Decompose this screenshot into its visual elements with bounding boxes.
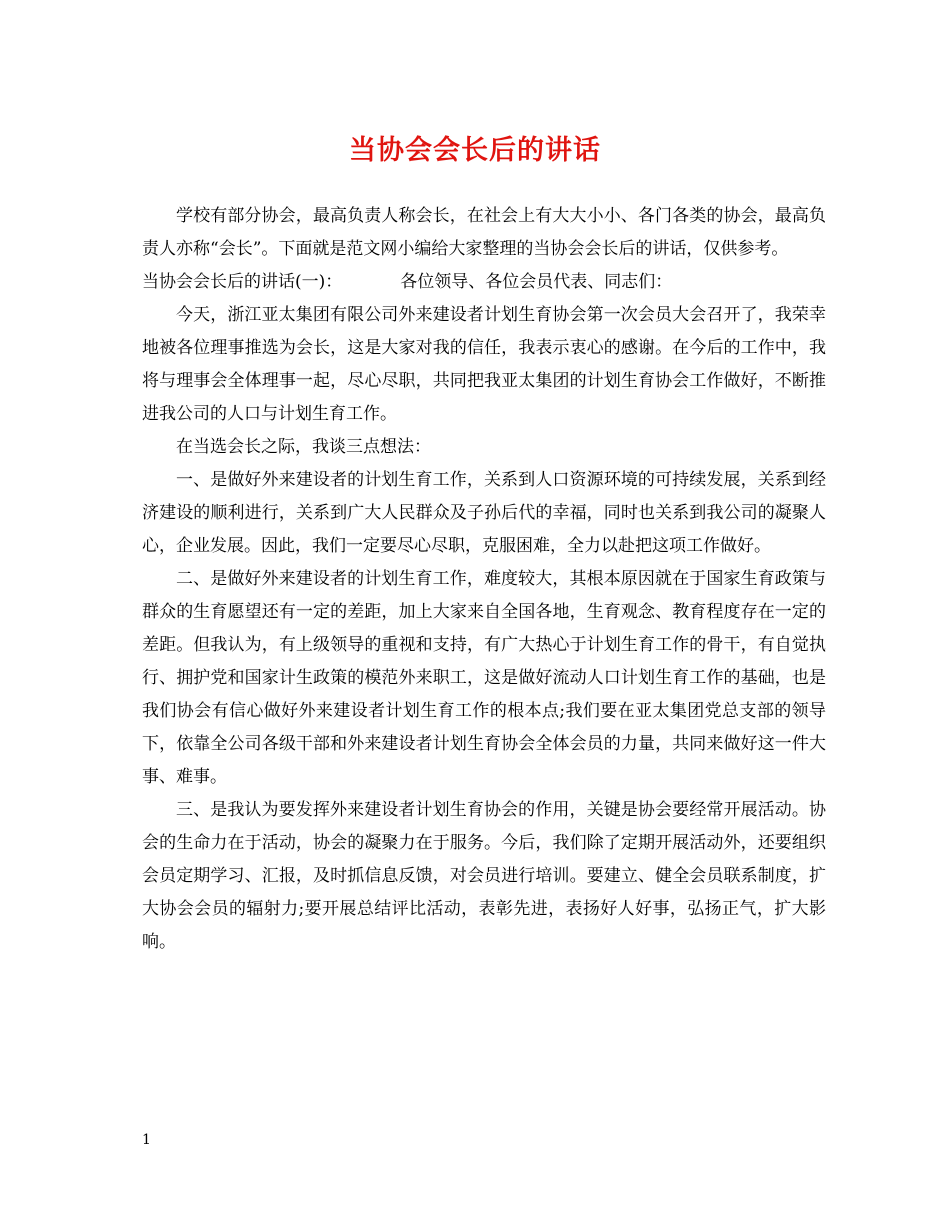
salutation-line: [142, 266, 826, 299]
intro-paragraph: 学校有部分协会，最高负责人称会长，在社会上有大大小小、各门各类的协会，最高负责人亦称“会长”。下面就是范文网小编给大家整理的当协会会长后的讲话，仅供参考。: [142, 206, 826, 259]
document-body: [142, 200, 826, 959]
speech-paragraph: 二、是做好外来建设者的计划生育工作，难度较大，其根本原因就在于国家生育政策与群众的生育愿望还有一定的差距，加上大家来自全国各地，生育观念、教育程度存在一定的差距。但我认为，有上级领导的重视和支持，有广大热心于计划生育工作的骨干，有自觉执行、拥护党和国家计生政策的模范外来职工，这是做好流动人口计划生育工作的基础，也是我们协会有信心做好外来建设者计划生育工作的根本点;我们要在亚太集团党总支部的领导下，依靠全公司各级干部和外来建设者计划生育协会全体会员的力量，共同来做好这一件大事、难事。: [142, 569, 826, 787]
speech-paragraph: 今天，浙江亚太集团有限公司外来建设者计划生育协会第一次会员大会召开了，我荣幸地被各位理事推选为会长，这是大家对我的信任，我表示衷心的感谢。在今后的工作中，我将与理事会全体理事一起，尽心尽职，共同把我亚太集团的计划生育协会工作做好，不断推进我公司的人口与计划生育工作。: [142, 305, 826, 424]
speech-heading: 当协会会长后的讲话(一)：: [142, 272, 343, 292]
page-number: 1: [142, 1132, 151, 1148]
salutation-text: 各位领导、各位会员代表、同志们：: [400, 272, 673, 292]
speech-paragraph: 三、是我认为要发挥外来建设者计划生育协会的作用，关键是协会要经常开展活动。协会的生命力在于活动，协会的凝聚力在于服务。今后，我们除了定期开展活动外，还要组织会员定期学习、汇报，及时抓信息反馈，对会员进行培训。要建立、健全会员联系制度，扩大协会会员的辐射力;要开展总结评比活动，表彰先进，表扬好人好事，弘扬正气，扩大影响。: [142, 800, 826, 952]
document-title: 当协会会长后的讲话: [349, 135, 601, 166]
speech-paragraph: 在当选会长之际，我谈三点想法：: [176, 437, 431, 457]
speech-paragraph: 一、是做好外来建设者的计划生育工作，关系到人口资源环境的可持续发展，关系到经济建设的顺利进行，关系到广大人民群众及子孙后代的幸福，同时也关系到我公司的凝聚人心，企业发展。因此，我们一定要尽心尽职，克服困难，全力以赴把这项工作做好。: [142, 470, 826, 556]
